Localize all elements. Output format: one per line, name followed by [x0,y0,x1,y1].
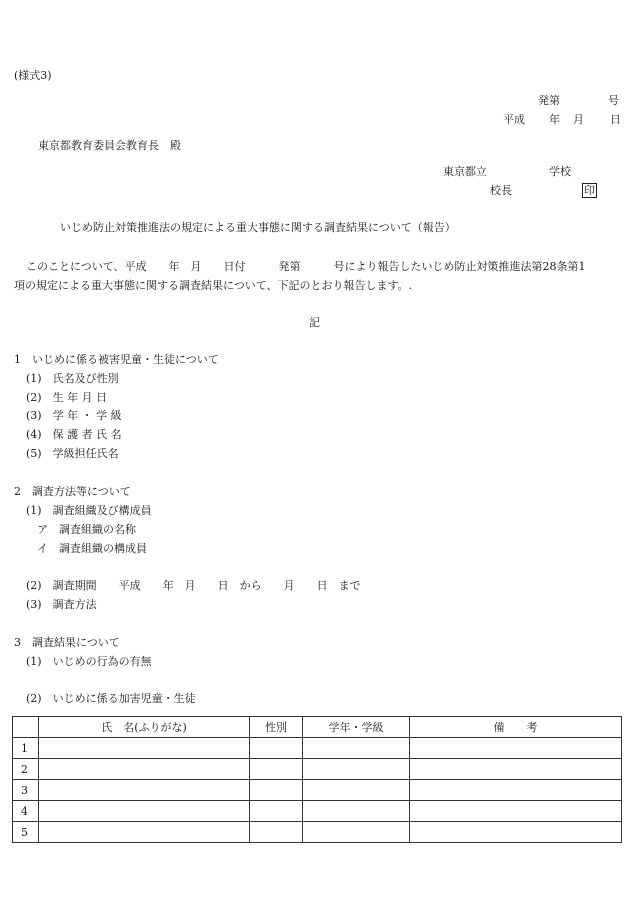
date-day: 日 [610,113,621,126]
section-2-item-2: (2) 調査期間 平成 年 月 日 から 月 日 まで [26,579,361,592]
section-1-item: (4) 保 護 者 氏 名 [26,428,122,441]
header-number [13,717,39,738]
addressee: 東京都教育委員会教育長 殿 [38,139,181,152]
section-2-item-1: (1) 調査組織及び構成員 [26,504,152,517]
section-1-heading: 1 いじめに係る被害児童・生徒について [14,353,219,366]
remarks-cell[interactable] [410,822,622,843]
gender-cell[interactable] [250,738,303,759]
section-2-item-3: (3) 調査方法 [26,598,97,611]
header-grade-class: 学年・学級 [303,717,410,738]
row-number: 5 [13,822,39,843]
document-subject: いじめ防止対策推進法の規定による重大事態に関する調査結果について（報告） [60,221,456,234]
remarks-cell[interactable] [410,738,622,759]
table-row [13,780,622,801]
section-2-sub-b: イ 調査組織の構成員 [37,542,147,555]
date-month: 月 [573,113,584,126]
row-number: 4 [13,801,39,822]
remarks-cell[interactable] [410,759,622,780]
row-number: 1 [13,738,39,759]
section-2-heading: 2 調査方法等について [14,485,131,498]
header-gender: 性別 [250,717,303,738]
doc-number-suffix: 号 [608,94,619,107]
section-3-item-1: (1) いじめの行為の有無 [26,655,152,668]
date-year: 年 [549,113,560,126]
table-row [13,801,622,822]
gender-cell[interactable] [250,822,303,843]
section-3-item-2: (2) いじめに係る加害児童・生徒 [26,692,196,705]
header-remarks: 備 考 [410,717,622,738]
name-cell[interactable] [39,759,250,780]
sender-school-prefix: 東京都立 [443,165,487,178]
row-number: 2 [13,759,39,780]
section-1-item: (3) 学 年 ・ 学 級 [26,409,122,422]
gender-cell[interactable] [250,801,303,822]
sender-principal: 校長 [490,184,512,197]
seal-mark: 印 [584,184,595,197]
section-1-item: (5) 学級担任氏名 [26,447,119,460]
grade-class-cell[interactable] [303,801,410,822]
ki-heading: 記 [309,316,320,329]
sender-school-suffix: 学校 [549,165,571,178]
remarks-cell[interactable] [410,801,622,822]
name-cell[interactable] [39,780,250,801]
doc-number-prefix: 発第 [538,94,560,107]
name-cell[interactable] [39,738,250,759]
body-line-1: このことについて、平成 年 月 日付 発第 号により報告したいじめ防止対策推進法第28条第1 [26,260,586,273]
row-number: 3 [13,780,39,801]
date-era: 平成 [503,113,525,126]
grade-class-cell[interactable] [303,822,410,843]
section-1-item: (1) 氏名及び性別 [26,372,119,385]
remarks-cell[interactable] [410,780,622,801]
table-row [13,759,622,780]
gender-cell[interactable] [250,759,303,780]
body-line-2: 項の規定による重大事態に関する調査結果について、下記のとおり報告します。. [14,279,413,292]
name-cell[interactable] [39,822,250,843]
table-row [13,822,622,843]
table-row [13,738,622,759]
section-2-sub-a: ア 調査組織の名称 [37,523,136,536]
section-1-item: (2) 生 年 月 日 [26,391,108,404]
header-name: 氏 名(ふりがな) [39,717,250,738]
grade-class-cell[interactable] [303,780,410,801]
perpetrator-table [12,716,622,843]
table-header-row [13,717,622,738]
form-label: (様式3) [14,69,52,82]
grade-class-cell[interactable] [303,738,410,759]
grade-class-cell[interactable] [303,759,410,780]
gender-cell[interactable] [250,780,303,801]
section-3-heading: 3 調査結果について [14,636,120,649]
name-cell[interactable] [39,801,250,822]
